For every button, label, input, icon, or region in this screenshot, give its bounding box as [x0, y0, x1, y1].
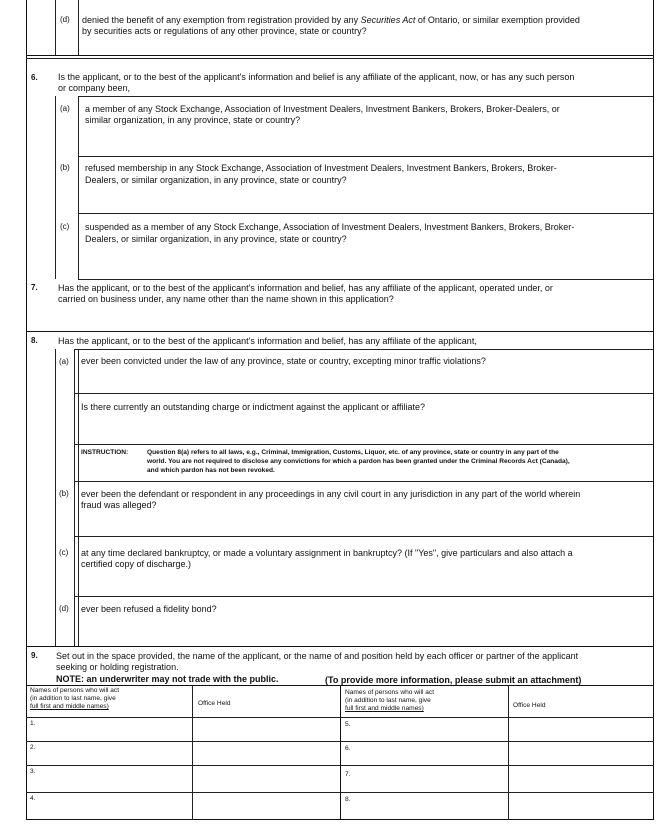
q6a-bottom [78, 156, 653, 157]
q9-row-7-right: 7. [345, 771, 351, 778]
q9-col-middle [340, 685, 341, 820]
q8-instruction-line1: Question 8(a) refers to all laws, e.g., Criminal, Immigration, Customs, Liquor, etc. of any province, state or country in any part of the [147, 449, 559, 456]
section-divider-6b [26, 58, 654, 59]
q5d-text-a: denied the benefit of any exemption from registration provided by any [82, 15, 361, 25]
q6-col-left [55, 96, 56, 279]
q8a2-text: Is there currently an outstanding charge or indictment against the applicant or affiliate? [81, 402, 426, 412]
q8-instruction-line2: world. You are not required to disclose any convictions for which a pardon has been granted under the Criminal Records Act (Canada), [147, 458, 570, 465]
q9-col-office-left [192, 685, 193, 820]
q6-number: 6. [31, 73, 38, 82]
q5d-label: (d) [60, 15, 70, 24]
q9-header-names-right-3: full first and middle names) [345, 705, 424, 712]
q9-row-3-left: 3. [30, 768, 36, 775]
q8-question: Has the applicant, or to the best of the applicant's information and belief, has any affiliate of the applicant, [58, 336, 477, 346]
q9-header-names-right-2: (in addition to last name, give [345, 697, 431, 704]
section-divider-6 [26, 55, 654, 56]
q9-row-5-right: 5. [345, 721, 351, 728]
q5d-text-em: Securities Act [360, 15, 416, 25]
q8a-top [74, 349, 653, 350]
q8c-bottom [74, 596, 653, 597]
q6c-bottom [78, 279, 653, 280]
q9-line2: seeking or holding registration. [56, 662, 179, 672]
q9-header-names-right-1: Names of persons who will act [345, 689, 435, 696]
q9-row-4-left: 4. [30, 795, 36, 802]
q8a-bottom [74, 393, 653, 394]
frame-left [26, 0, 27, 820]
q6a-top [78, 96, 653, 97]
q5d-question-line2: by securities acts or regulations of any other province, state or country? [82, 26, 367, 36]
q9-line1: Set out in the space provided, the name of the applicant, or the name of and position held by each officer or partner of the applicant [56, 651, 579, 661]
q6-question-line1: Is the applicant, or to the best of the applicant's information and belief is any affiliate of the applicant, now, or has any such person [58, 72, 575, 82]
q7-line1: Has the applicant, or to the best of the applicant's information and belief, has any affiliate of the applicant, operated under, or [58, 283, 553, 293]
q9-number: 9. [31, 651, 38, 660]
q6a-label: (a) [60, 104, 70, 113]
q8b-line1: ever been the defendant or respondent in any proceedings in any civil court in any jurisdiction in any part of the world wherein [81, 489, 581, 499]
q6c-label: (c) [60, 222, 70, 231]
q9-header-names-left-2: (in addition to last name, give [30, 695, 116, 702]
q7-line2: carried on business under, any name other than the name shown in this application? [58, 294, 394, 304]
q8b-bottom [74, 536, 653, 537]
q5d-col-right [78, 0, 79, 55]
q9-header-names-left-1: Names of persons who will act [30, 687, 120, 694]
q8a2-bottom [74, 444, 653, 445]
q6c-line1: suspended as a member of any Stock Exchange, Association of Investment Dealers, Investment Bankers, Brokers, Broker- [85, 222, 575, 232]
q8b-label: (b) [59, 489, 69, 498]
q6a-line2: similar organization, in any province, state or country? [85, 115, 301, 125]
q9-col-office-right [508, 685, 509, 820]
q8-instruction-bottom [74, 481, 653, 482]
q6-question-line2: or company been, [58, 83, 131, 93]
q8d-text: ever been refused a fidelity bond? [81, 604, 217, 614]
q8a-text: ever been convicted under the law of any province, state or country, excepting minor traffic violations? [81, 356, 486, 366]
q5d-question-line1 [82, 15, 580, 26]
q8-number: 8. [31, 336, 38, 345]
q9-row-8-right: 8. [345, 796, 351, 803]
q6b-line1: refused membership in any Stock Exchange, Association of Investment Dealers, Investment Bankers, Brokers, Broker- [85, 163, 557, 173]
q8-instruction-label: INSTRUCTION: [81, 449, 129, 456]
q8c-line2: certified copy of discharge.) [81, 559, 192, 569]
q9-more-info: (To provide more information, please submit an attachment) [325, 675, 582, 685]
q8c-line1: at any time declared bankruptcy, or made a voluntary assignment in bankruptcy? (If "Yes", give particulars and also attach a [81, 548, 573, 558]
q8a-label: (a) [59, 357, 69, 366]
q5d-col-left [55, 0, 56, 55]
q8d-bottom [26, 646, 654, 647]
q9-header-office-left: Office Held [198, 700, 231, 707]
q6b-bottom [78, 213, 653, 214]
q6b-label: (b) [60, 163, 70, 172]
q9-row-1-left: 1. [30, 720, 36, 727]
q8b-line2: fraud was alleged? [81, 500, 157, 510]
q7-number: 7. [31, 283, 38, 292]
q8-col-left [55, 349, 56, 646]
q6-col-right [78, 96, 79, 279]
frame-right [653, 0, 654, 820]
section-divider-8 [26, 331, 654, 332]
q9-header-names-left-3: full first and middle names) [30, 703, 109, 710]
q8-instruction-line3: and which pardon has not been revoked. [147, 467, 275, 474]
q6b-line2: Dealers, or similar organization, in any province, state or country? [85, 175, 347, 185]
q6c-line2: Dealers, or similar organization, in any province, state or country? [85, 234, 347, 244]
q9-header-office-right: Office Held [513, 702, 546, 709]
q5d-text-b: of Ontario, or similar exemption provided [415, 15, 580, 25]
q6a-line1: a member of any Stock Exchange, Association of Investment Dealers, Investment Bankers, Brokers, Broker-Dealers, or [85, 104, 560, 114]
q9-row-2-left: 2. [30, 744, 36, 751]
q9-row-6-right: 6. [345, 745, 351, 752]
q9-note: NOTE: an underwriter may not trade with the public. [56, 674, 279, 684]
q8c-label: (c) [59, 548, 69, 557]
q8d-label: (d) [59, 604, 69, 613]
